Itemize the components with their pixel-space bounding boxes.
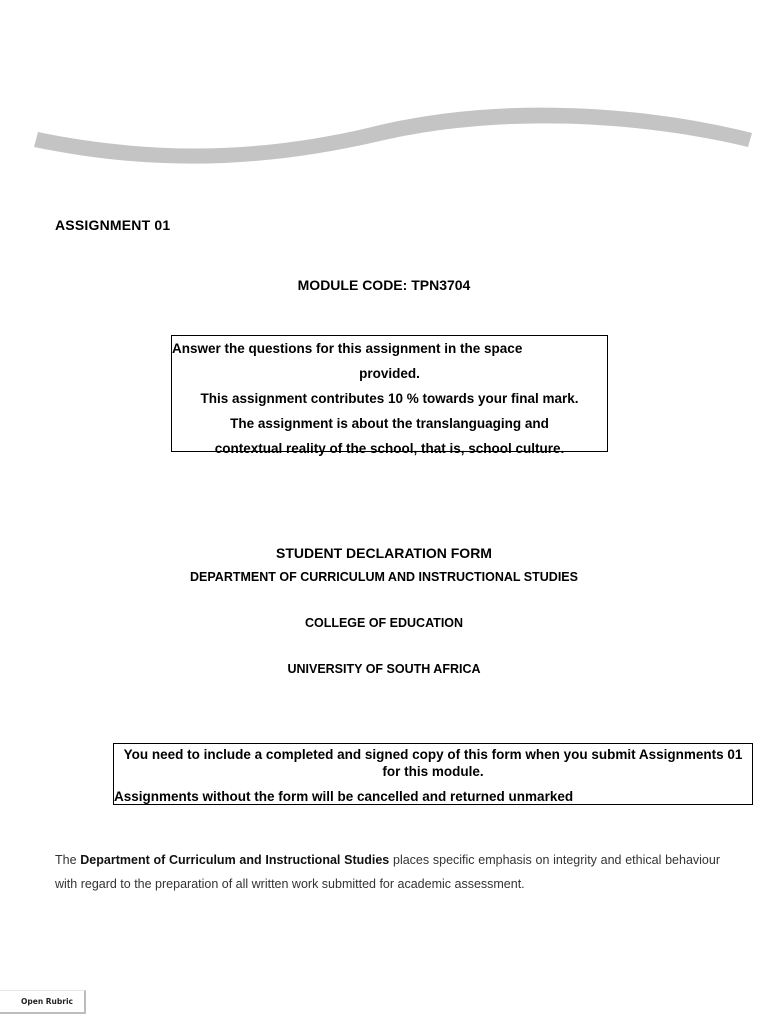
assignment-heading: ASSIGNMENT 01 [55,217,171,233]
department-name: DEPARTMENT OF CURRICULUM AND INSTRUCTIONAL STUDIES [190,570,578,584]
warning-line: You need to include a completed and signed copy of this form when you submit Assignments 01 for this module. [123,747,743,779]
instruction-line: The assignment is about the translanguaging and [230,416,549,431]
instructions-box [171,335,608,456]
instruction-line: contextual reality of the school, that is, school culture. [214,441,565,456]
instruction-line: This assignment contributes 10 % towards your final mark. [200,391,579,406]
college-name: COLLEGE OF EDUCATION [304,616,464,630]
module-code: MODULE CODE: TPN3704 [297,277,471,293]
paragraph-body: places specific emphasis on integrity and ethical behaviour with regard to the preparation of all written work submitted for academic assessment. [55,853,721,891]
instruction-line: provided. [359,366,420,381]
submission-warning-box [113,743,753,805]
decorative-swoosh [0,95,768,185]
open-rubric-button[interactable]: Open Rubric [0,990,86,1014]
instruction-line: Answer the questions for this assignment in the space [172,341,523,356]
integrity-paragraph [55,848,720,896]
paragraph-department: Department of Curriculum and Instructional Studies [80,853,390,867]
university-name: UNIVERSITY OF SOUTH AFRICA [287,662,481,676]
paragraph-prefix: The [55,853,81,867]
warning-line: Assignments without the form will be cancelled and returned unmarked [114,789,574,804]
form-title: STUDENT DECLARATION FORM [276,545,492,561]
